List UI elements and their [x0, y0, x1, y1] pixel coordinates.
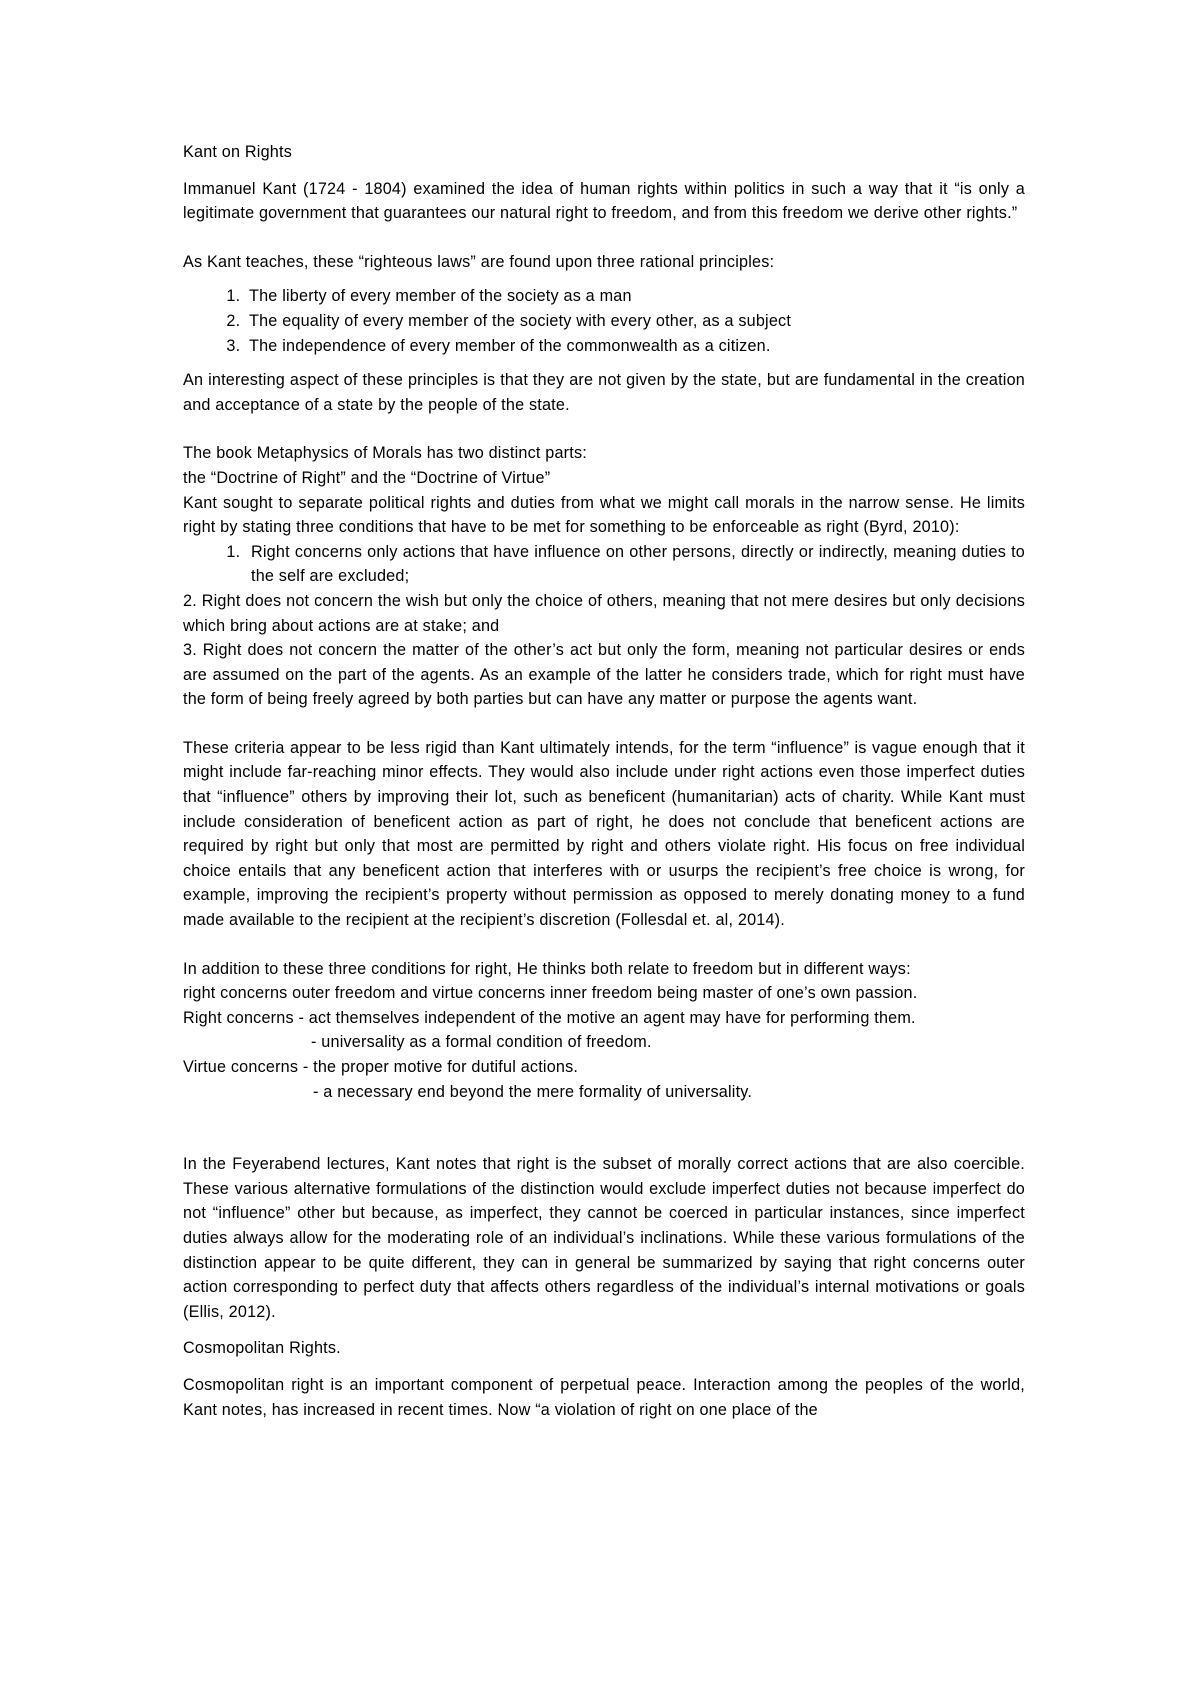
principle-item: 3. The independence of every member of the commonwealth as a citizen.: [245, 334, 1025, 359]
document-title: Kant on Rights: [183, 143, 292, 161]
book-paragraph: Kant sought to separate political rights and duties from what we might call morals in the narrow sense. He limits right by stating three conditions that have to be met for something to be enforceable as right (Byrd, 2010):: [183, 493, 1025, 537]
book-line-1: The book Metaphysics of Morals has two distinct parts:: [183, 444, 587, 463]
condition-2: 2. Right does not concern the wish but only the choice of others, meaning that not mere desires but only decisions which bring about actions are at stake; and: [183, 591, 1025, 635]
feyerabend-paragraph: In the Feyerabend lectures, Kant notes that right is the subset of morally correct actions that are also coercible. These various alternative formulations of the distinction would exclude imperfect duties not because imperfect do not “influence” other but because, as imperfect, they cannot be coerced in particular instances, since imperfect duties always allow for the moderating role of an individual’s inclinations. While these various formulations of the distinction appear to be quite different, they can in general be summarized by saying that right concerns outer action corresponding to perfect duty that affects others regardless of the individual’s internal motivations or goals (Ellis, 2012).: [183, 1155, 1025, 1321]
condition-item: 1. Right concerns only actions that have influence on other persons, directly or indirectly, meaning duties to the self are excluded;: [245, 540, 1025, 589]
condition-3: 3. Right does not concern the matter of the other’s act but only the form, meaning not particular desires or ends are assumed on the part of the agents. As an example of the latter he considers trade, which for right must have the form of being freely agreed by both parties but can have any matter or purpose the agents want.: [183, 641, 1025, 709]
book-line-2: the “Doctrine of Right” and the “Doctrine of Virtue”: [183, 468, 551, 487]
document-page: [183, 140, 1025, 1422]
principles-list: [183, 284, 1025, 358]
cosmopolitan-paragraph: Cosmopolitan right is an important component of perpetual peace. Interaction among the peoples of the world, Kant notes, has increased in recent times. Now “a violation of right on one place of the: [183, 1375, 1025, 1419]
intro-paragraph: Immanuel Kant (1724 - 1804) examined the idea of human rights within politics in such a way that it “is only a legitimate government that guarantees our natural right to freedom, and from this freedom we derive other rights.”: [183, 179, 1025, 223]
principles-note: An interesting aspect of these principles is that they are not given by the state, but are fundamental in the creation and acceptance of a state by the people of the state.: [183, 371, 1025, 414]
principle-item: 1. The liberty of every member of the society as a man: [245, 284, 1025, 309]
right-concerns-subline: - universality as a formal condition of freedom.: [311, 1033, 652, 1052]
virtue-concerns-subline: - a necessary end beyond the mere formality of universality.: [313, 1082, 753, 1101]
cosmopolitan-heading: Cosmopolitan Rights.: [183, 1339, 341, 1358]
freedom-line-1: In addition to these three conditions for right, He thinks both relate to freedom but in different ways:: [183, 959, 911, 978]
freedom-line-2: right concerns outer freedom and virtue concerns inner freedom being master of one’s own passion.: [183, 984, 918, 1003]
conditions-list: [183, 540, 1025, 589]
principles-lead: As Kant teaches, these “righteous laws” are found upon three rational principles:: [183, 252, 775, 271]
principle-item: 2. The equality of every member of the society with every other, as a subject: [245, 309, 1025, 334]
criteria-paragraph: These criteria appear to be less rigid than Kant ultimately intends, for the term “influence” is vague enough that it might include far-reaching minor effects. They would also include under right actions even those imperfect duties that “influence” others by improving their lot, such as beneficent (humanitarian) acts of charity. While Kant must include consideration of beneficent action as part of right, he does not conclude that beneficent actions are required by right but only that most are permitted by right and others violate right. His focus on free individual choice entails that any beneficent action that interferes with or usurps the recipient’s free choice is wrong, for example, improving the recipient’s property without permission as opposed to merely donating money to a fund made available to the recipient at the recipient’s discretion (Follesdal et. al, 2014).: [183, 738, 1025, 930]
virtue-concerns-line: Virtue concerns - the proper motive for dutiful actions.: [183, 1058, 579, 1076]
right-concerns-line: Right concerns - act themselves independent of the motive an agent may have for performing them.: [183, 1008, 916, 1027]
